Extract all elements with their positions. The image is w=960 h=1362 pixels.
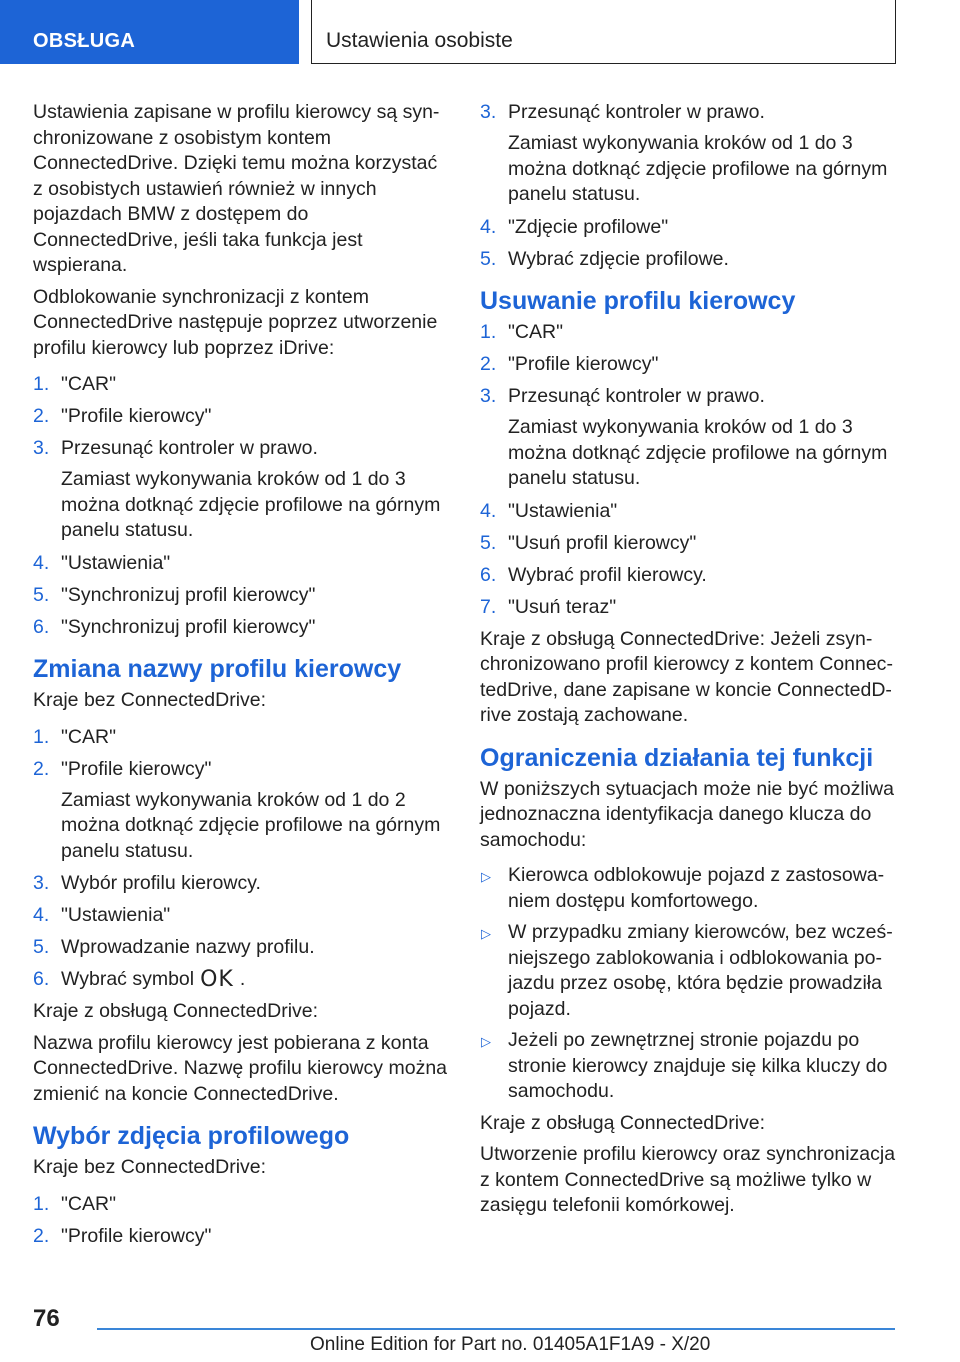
list-item <box>33 757 448 783</box>
rename-steps <box>33 725 448 961</box>
bullet-item <box>480 863 900 914</box>
heading-profile-photo: Wybór zdjęcia profilowego <box>33 1122 350 1150</box>
list-number: 3. <box>480 101 497 123</box>
list-subtext: Zamiast wykonywania kroków od 1 do 3 można dotknąć zdjęcie profilowe na górnym panelu statusu. <box>508 416 888 489</box>
list-item <box>480 320 900 346</box>
list-number: 3. <box>480 385 497 407</box>
rename-cd-text: Nazwa profilu kierowcy jest pobierana z konta ConnectedDrive. Nazwę profilu kierowcy można zmienić na koncie ConnectedDrive. <box>33 1031 448 1105</box>
list-number: 5. <box>480 247 497 270</box>
bullet-text: Jeżeli po zewnętrznej stronie pojazdu po stronie kierowcy znajduje się kilka kluczy do samochodu. <box>508 1029 888 1102</box>
list-text: Przesunąć kontroler w prawo. <box>61 437 318 459</box>
list-number: 4. <box>33 551 50 574</box>
list-text: Wybór profilu kierowcy. <box>61 872 261 894</box>
list-item <box>480 247 900 273</box>
ok-symbol-icon: OK <box>200 967 234 992</box>
bullet-item <box>480 920 900 1022</box>
list-text: "Usuń teraz" <box>508 595 617 618</box>
heading-limitations: Ograniczenia działania tej funkcji <box>480 743 874 772</box>
bullet-item <box>480 1028 900 1105</box>
delete-steps <box>480 320 900 620</box>
list-text: Wybrać profil kierowcy. <box>508 563 707 586</box>
list-text: "Profile kierowcy" <box>508 353 659 375</box>
list-item <box>33 903 448 929</box>
photo-steps-continued <box>480 100 900 272</box>
list-item <box>33 1192 448 1218</box>
intro-paragraph-2: Odblokowanie synchronizacji z kontem ConnectedDrive następuje poprzez utworzenie profilu kierowcy lub poprzez iDrive: <box>33 285 438 359</box>
list-number: 5. <box>33 583 50 606</box>
list-item <box>33 935 448 961</box>
list-text: "Synchronizuj profil kierowcy" <box>61 583 316 606</box>
triangle-right-icon: ▷ <box>481 1034 491 1049</box>
list-text: "Ustawienia" <box>61 904 171 926</box>
list-text: "CAR" <box>61 373 117 395</box>
list-item <box>33 615 448 641</box>
limitations-cd-label: Kraje z obsługą ConnectedDrive: <box>480 1111 766 1134</box>
list-number: 1. <box>33 1192 50 1215</box>
list-number: 4. <box>33 904 50 926</box>
list-text: "Usuń profil kierowcy" <box>508 531 697 554</box>
footer-edition: Online Edition for Part no. 01405A1F1A9 - X/20 <box>310 1334 711 1355</box>
list-item <box>480 215 900 241</box>
list-item <box>480 531 900 557</box>
section-label: OBSŁUGA <box>33 30 136 52</box>
list-text: "CAR" <box>508 321 564 343</box>
footer-divider <box>97 1328 895 1330</box>
list-item <box>33 725 448 751</box>
list-number: 5. <box>33 936 50 958</box>
list-text: Wybrać zdjęcie profilowe. <box>508 247 729 270</box>
intro-paragraph: Ustawienia zapisane w profilu kierowcy są synchronizowane z osobistym kontem ConnectedDrive. Dzięki temu można korzystać z osobistych ustawień również w innych pojazdach BMW z dostępem do ConnectedDrive, jeśli taka funkcja jest wspierana. <box>33 101 440 276</box>
header-title-box <box>311 0 896 64</box>
list-number: 3. <box>33 437 50 459</box>
rename-cd-label: Kraje z obsługą ConnectedDrive: <box>33 1000 319 1022</box>
limitations-intro: W poniższych sytuacjach może nie być możliwa jednoznaczna identyfikacja danego klucza do samochodu: <box>480 777 894 851</box>
list-text: "Synchronizuj profil kierowcy" <box>61 615 316 638</box>
list-number: 2. <box>33 757 50 780</box>
list-subtext: Zamiast wykonywania kroków od 1 do 3 można dotknąć zdjęcie profilowe na górnym panelu statusu. <box>508 132 888 205</box>
bullet-text: Kierowca odblokowuje pojazd z zastosowaniem dostępu komfortowego. <box>508 864 885 912</box>
list-number: 2. <box>33 405 50 427</box>
list-text: "Profile kierowcy" <box>61 757 212 780</box>
list-item <box>480 352 900 378</box>
list-item <box>480 563 900 589</box>
list-text: "Profile kierowcy" <box>61 1224 212 1247</box>
list-subtext: Zamiast wykonywania kroków od 1 do 3 można dotknąć zdjęcie profilowe na górnym panelu statusu. <box>61 468 441 541</box>
list-text: "Profile kierowcy" <box>61 405 212 427</box>
list-item: 6. Wybrać symbol OK . <box>33 967 246 992</box>
list-item <box>480 595 900 621</box>
list-text: "CAR" <box>61 1192 117 1215</box>
list-item <box>33 404 448 430</box>
rename-intro: Kraje bez ConnectedDrive: <box>33 689 267 711</box>
photo-intro: Kraje bez ConnectedDrive: <box>33 1156 267 1178</box>
list-item <box>480 384 900 410</box>
bullet-text: W przypadku zmiany kierowców, bez wcześniejszego zablokowania i odblokowania pojazdu przez osobę, która będzie prowadziła pojazd. <box>508 921 893 1020</box>
list-item <box>480 499 900 525</box>
list-text: Przesunąć kontroler w prawo. <box>508 385 765 407</box>
list-number: 4. <box>480 499 497 522</box>
sync-steps <box>33 372 448 640</box>
list-text: "CAR" <box>61 725 117 748</box>
list-item <box>33 436 448 462</box>
limitations-cd-text: Utworzenie profilu kierowcy oraz synchronizacja z kontem ConnectedDrive są możliwe tylko w zasięgu telefonii komórkowej. <box>480 1143 896 1216</box>
list-number: 4. <box>480 215 497 238</box>
list-number: 1. <box>33 373 50 395</box>
left-column <box>33 100 448 1256</box>
triangle-right-icon: ▷ <box>481 926 491 941</box>
list-item <box>33 1224 448 1250</box>
limitations-list <box>480 863 900 1105</box>
list-number: 1. <box>33 725 50 748</box>
list-number: 2. <box>33 1224 50 1247</box>
list-number: 5. <box>480 531 497 554</box>
list-number: 1. <box>480 321 497 343</box>
list-number: 6. <box>480 563 497 586</box>
list-text: "Zdjęcie profilowe" <box>508 215 669 238</box>
list-item <box>480 100 900 126</box>
header-title: Ustawienia osobiste <box>326 29 513 52</box>
photo-steps <box>33 1192 448 1250</box>
list-item <box>33 583 448 609</box>
heading-delete-profile: Usuwanie profilu kierowcy <box>480 287 796 315</box>
heading-rename-profile: Zmiana nazwy profilu kierowcy <box>33 655 402 683</box>
list-number: 2. <box>480 353 497 375</box>
list-text: "Ustawienia" <box>61 551 171 574</box>
list-text: Wprowadzanie nazwy profilu. <box>61 936 315 958</box>
list-number: 6. <box>33 615 50 638</box>
page-number: 76 <box>33 1305 60 1332</box>
right-column <box>480 100 900 1225</box>
list-number: 7. <box>480 595 497 618</box>
triangle-right-icon: ▷ <box>481 869 491 884</box>
list-subtext: Zamiast wykonywania kroków od 1 do 2 można dotknąć zdjęcie profilowe na górnym panelu statusu. <box>61 788 441 862</box>
list-item <box>33 372 448 398</box>
delete-cd-text: Kraje z obsługą ConnectedDrive: Jeżeli zsynchronizowano profil kierowcy z kontem ConnectedDrive, dane zapisane w koncie ConnectedDrive zostają zachowane. <box>480 627 893 726</box>
section-tab <box>0 0 299 64</box>
list-text: "Ustawienia" <box>508 499 618 522</box>
list-item <box>33 551 448 577</box>
list-text: Przesunąć kontroler w prawo. <box>508 101 765 123</box>
list-item <box>33 871 448 897</box>
list-number: 3. <box>33 872 50 894</box>
